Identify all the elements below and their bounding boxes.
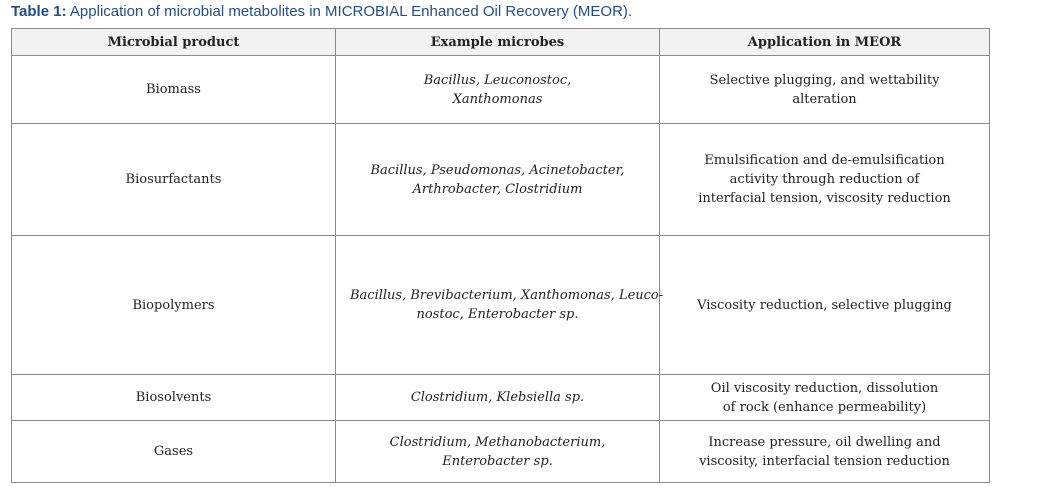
application-line: Selective plugging, and wettability [709, 72, 940, 88]
table-caption-text: Application of microbial metabolites in MICROBIAL Enhanced Oil Recovery (MEOR). [66, 3, 633, 20]
application-line: alteration [792, 91, 857, 107]
application-cell [660, 56, 990, 124]
product-cell: Biomass [12, 56, 336, 124]
application-line: of rock (enhance permeability) [722, 399, 927, 415]
meor-table [11, 28, 990, 483]
product-cell: Gases [12, 421, 336, 483]
microbes-cell [336, 124, 660, 236]
microbes-cell [336, 236, 664, 375]
table-header-row [12, 29, 990, 56]
microbes-line: Enterobacter sp. [442, 453, 553, 469]
microbes-line: Bacillus, Leuconostoc, [423, 72, 572, 88]
table-row [12, 56, 990, 124]
application-cell [660, 421, 990, 483]
application-line: interfacial tension, viscosity reduction [698, 191, 951, 206]
product-cell: Biopolymers [12, 236, 336, 375]
microbes-line: Arthrobacter, Clostridium [412, 181, 583, 197]
application-cell [660, 236, 990, 375]
header-microbial-product: Microbial product [12, 29, 336, 56]
application-line: Viscosity reduction, selective plugging [697, 297, 952, 313]
microbes-cell [336, 421, 660, 483]
application-cell [660, 124, 990, 236]
product-cell: Biosurfactants [12, 124, 336, 236]
product-cell: Biosolvents [12, 375, 336, 421]
table-row [12, 124, 990, 236]
application-line: Increase pressure, oil dwelling and [708, 434, 941, 450]
application-line: activity through reduction of [729, 172, 920, 187]
table-caption-label: Table 1: [11, 3, 67, 20]
microbes-line: Bacillus, Pseudomonas, Acinetobacter, [370, 162, 625, 178]
microbes-line: Bacillus, Brevibacterium, Xanthomonas, Leuco- [350, 288, 664, 303]
microbes-line: Xanthomonas [452, 91, 543, 107]
microbes-line: Clostridium, Klebsiella sp. [410, 390, 585, 405]
table-row [12, 236, 990, 375]
microbes-cell [336, 56, 660, 124]
application-cell [660, 375, 990, 421]
microbes-line: Clostridium, Methanobacterium, [389, 434, 606, 450]
application-line: Emulsification and de-emulsification [704, 153, 945, 168]
header-application-in-meor: Application in MEOR [660, 29, 990, 56]
microbes-line: nostoc, Enterobacter sp. [416, 307, 579, 322]
table-row [12, 421, 990, 483]
table-row [12, 375, 990, 421]
application-line: viscosity, interfacial tension reduction [699, 453, 950, 469]
table-caption [11, 3, 632, 20]
header-example-microbes: Example microbes [336, 29, 660, 56]
application-line: Oil viscosity reduction, dissolution [710, 380, 939, 396]
microbes-cell [336, 375, 660, 421]
